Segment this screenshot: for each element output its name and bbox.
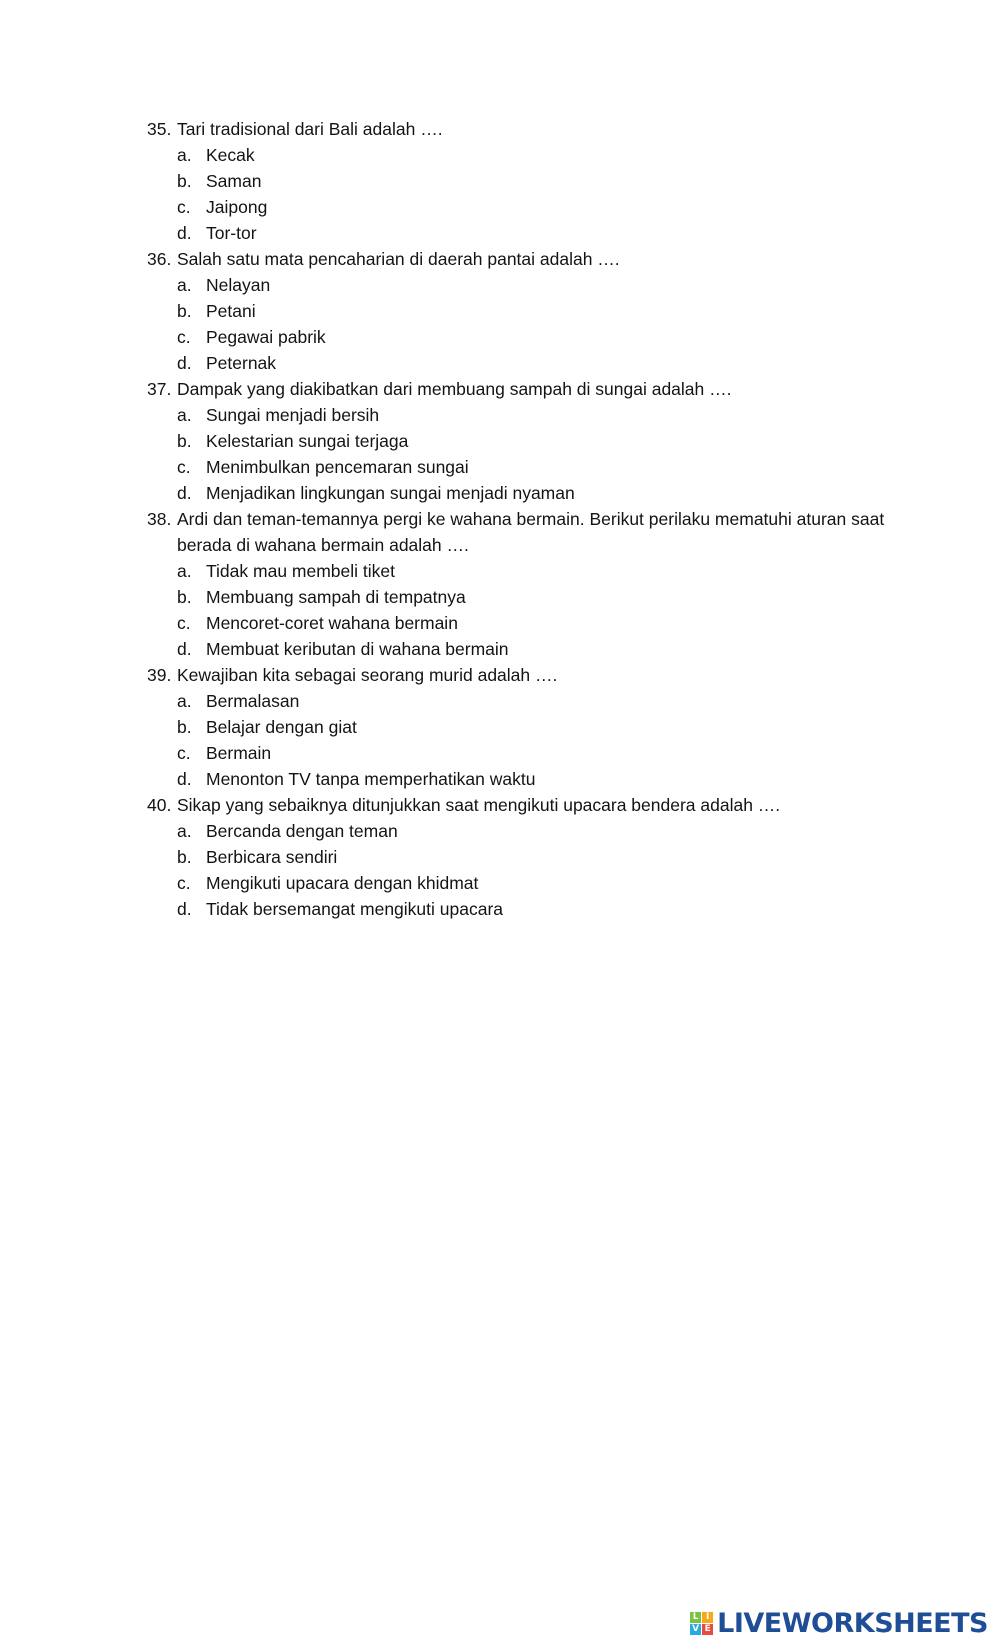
option-40-a[interactable] (147, 818, 907, 844)
option-letter: d. (177, 769, 192, 789)
question-36 (147, 246, 907, 272)
question-number: 35. (147, 119, 172, 139)
option-text: Peternak (206, 353, 277, 373)
question-text: Ardi dan teman-temannya pergi ke wahana bermain. Berikut perilaku mematuhi aturan saat berada di wahana bermain adalah …. (177, 509, 885, 555)
liveworksheets-logo-icon (690, 1612, 713, 1635)
question-number: 40. (147, 795, 172, 815)
option-35-a[interactable] (147, 142, 907, 168)
option-text: Jaipong (206, 197, 268, 217)
question-text: Tari tradisional dari Bali adalah …. (177, 119, 443, 139)
question-text: Salah satu mata pencaharian di daerah pantai adalah …. (177, 249, 620, 269)
question-39 (147, 662, 907, 688)
option-38-a[interactable] (147, 558, 907, 584)
option-text: Menjadikan lingkungan sungai menjadi nyaman (206, 483, 575, 503)
option-text: Pegawai pabrik (206, 327, 326, 347)
option-text: Kecak (206, 145, 255, 165)
option-36-a[interactable] (147, 272, 907, 298)
option-36-c[interactable] (147, 324, 907, 350)
option-letter: c. (177, 613, 191, 633)
option-40-b[interactable] (147, 844, 907, 870)
option-text: Nelayan (206, 275, 271, 295)
option-letter: d. (177, 223, 192, 243)
logo-cell: L (690, 1612, 701, 1623)
question-number: 39. (147, 665, 172, 685)
liveworksheets-brand[interactable] (690, 1608, 988, 1639)
option-text: Bermain (206, 743, 272, 763)
option-text: Belajar dengan giat (206, 717, 357, 737)
option-text: Bercanda dengan teman (206, 821, 398, 841)
option-35-b[interactable] (147, 168, 907, 194)
option-35-c[interactable] (147, 194, 907, 220)
option-39-c[interactable] (147, 740, 907, 766)
option-39-b[interactable] (147, 714, 907, 740)
option-letter: a. (177, 691, 192, 711)
option-37-a[interactable] (147, 402, 907, 428)
option-text: Sungai menjadi bersih (206, 405, 380, 425)
option-letter: d. (177, 899, 192, 919)
option-letter: b. (177, 717, 192, 737)
option-letter: b. (177, 301, 192, 321)
option-38-b[interactable] (147, 584, 907, 610)
option-38-d[interactable] (147, 636, 907, 662)
option-letter: a. (177, 821, 192, 841)
option-letter: b. (177, 847, 192, 867)
option-text: Tidak mau membeli tiket (206, 561, 395, 581)
option-text: Menimbulkan pencemaran sungai (206, 457, 469, 477)
question-number: 38. (147, 509, 172, 529)
option-letter: a. (177, 561, 192, 581)
option-letter: a. (177, 275, 192, 295)
option-35-d[interactable] (147, 220, 907, 246)
question-text: Sikap yang sebaiknya ditunjukkan saat mengikuti upacara bendera adalah …. (177, 795, 781, 815)
option-37-c[interactable] (147, 454, 907, 480)
option-letter: c. (177, 457, 191, 477)
question-40 (147, 792, 907, 818)
option-text: Bermalasan (206, 691, 300, 711)
question-number: 36. (147, 249, 172, 269)
worksheet (147, 116, 907, 922)
option-40-c[interactable] (147, 870, 907, 896)
option-letter: c. (177, 873, 191, 893)
logo-cell: V (690, 1624, 701, 1635)
question-text: Kewajiban kita sebagai seorang murid adalah …. (177, 665, 558, 685)
option-36-d[interactable] (147, 350, 907, 376)
option-39-d[interactable] (147, 766, 907, 792)
option-letter: d. (177, 353, 192, 373)
option-text: Membuang sampah di tempatnya (206, 587, 466, 607)
option-text: Mencoret-coret wahana bermain (206, 613, 458, 633)
option-letter: b. (177, 171, 192, 191)
option-text: Mengikuti upacara dengan khidmat (206, 873, 479, 893)
option-text: Membuat keributan di wahana bermain (206, 639, 509, 659)
option-letter: c. (177, 743, 191, 763)
option-letter: b. (177, 587, 192, 607)
option-39-a[interactable] (147, 688, 907, 714)
option-text: Tidak bersemangat mengikuti upacara (206, 899, 504, 919)
option-letter: c. (177, 327, 191, 347)
option-36-b[interactable] (147, 298, 907, 324)
option-letter: d. (177, 639, 192, 659)
logo-cell: I (702, 1612, 713, 1623)
option-38-c[interactable] (147, 610, 907, 636)
question-number: 37. (147, 379, 172, 399)
option-letter: d. (177, 483, 192, 503)
brand-name: LIVEWORKSHEETS (717, 1608, 988, 1639)
question-text: Dampak yang diakibatkan dari membuang sampah di sungai adalah …. (177, 379, 732, 399)
option-letter: a. (177, 405, 192, 425)
question-38 (147, 506, 907, 558)
logo-cell: E (702, 1624, 713, 1635)
option-text: Tor-tor (206, 223, 257, 243)
option-text: Berbicara sendiri (206, 847, 338, 867)
option-text: Saman (206, 171, 262, 191)
option-letter: a. (177, 145, 192, 165)
option-37-d[interactable] (147, 480, 907, 506)
option-text: Kelestarian sungai terjaga (206, 431, 409, 451)
option-37-b[interactable] (147, 428, 907, 454)
option-40-d[interactable] (147, 896, 907, 922)
question-37 (147, 376, 907, 402)
option-letter: b. (177, 431, 192, 451)
option-letter: c. (177, 197, 191, 217)
option-text: Menonton TV tanpa memperhatikan waktu (206, 769, 536, 789)
option-text: Petani (206, 301, 256, 321)
question-35 (147, 116, 907, 142)
